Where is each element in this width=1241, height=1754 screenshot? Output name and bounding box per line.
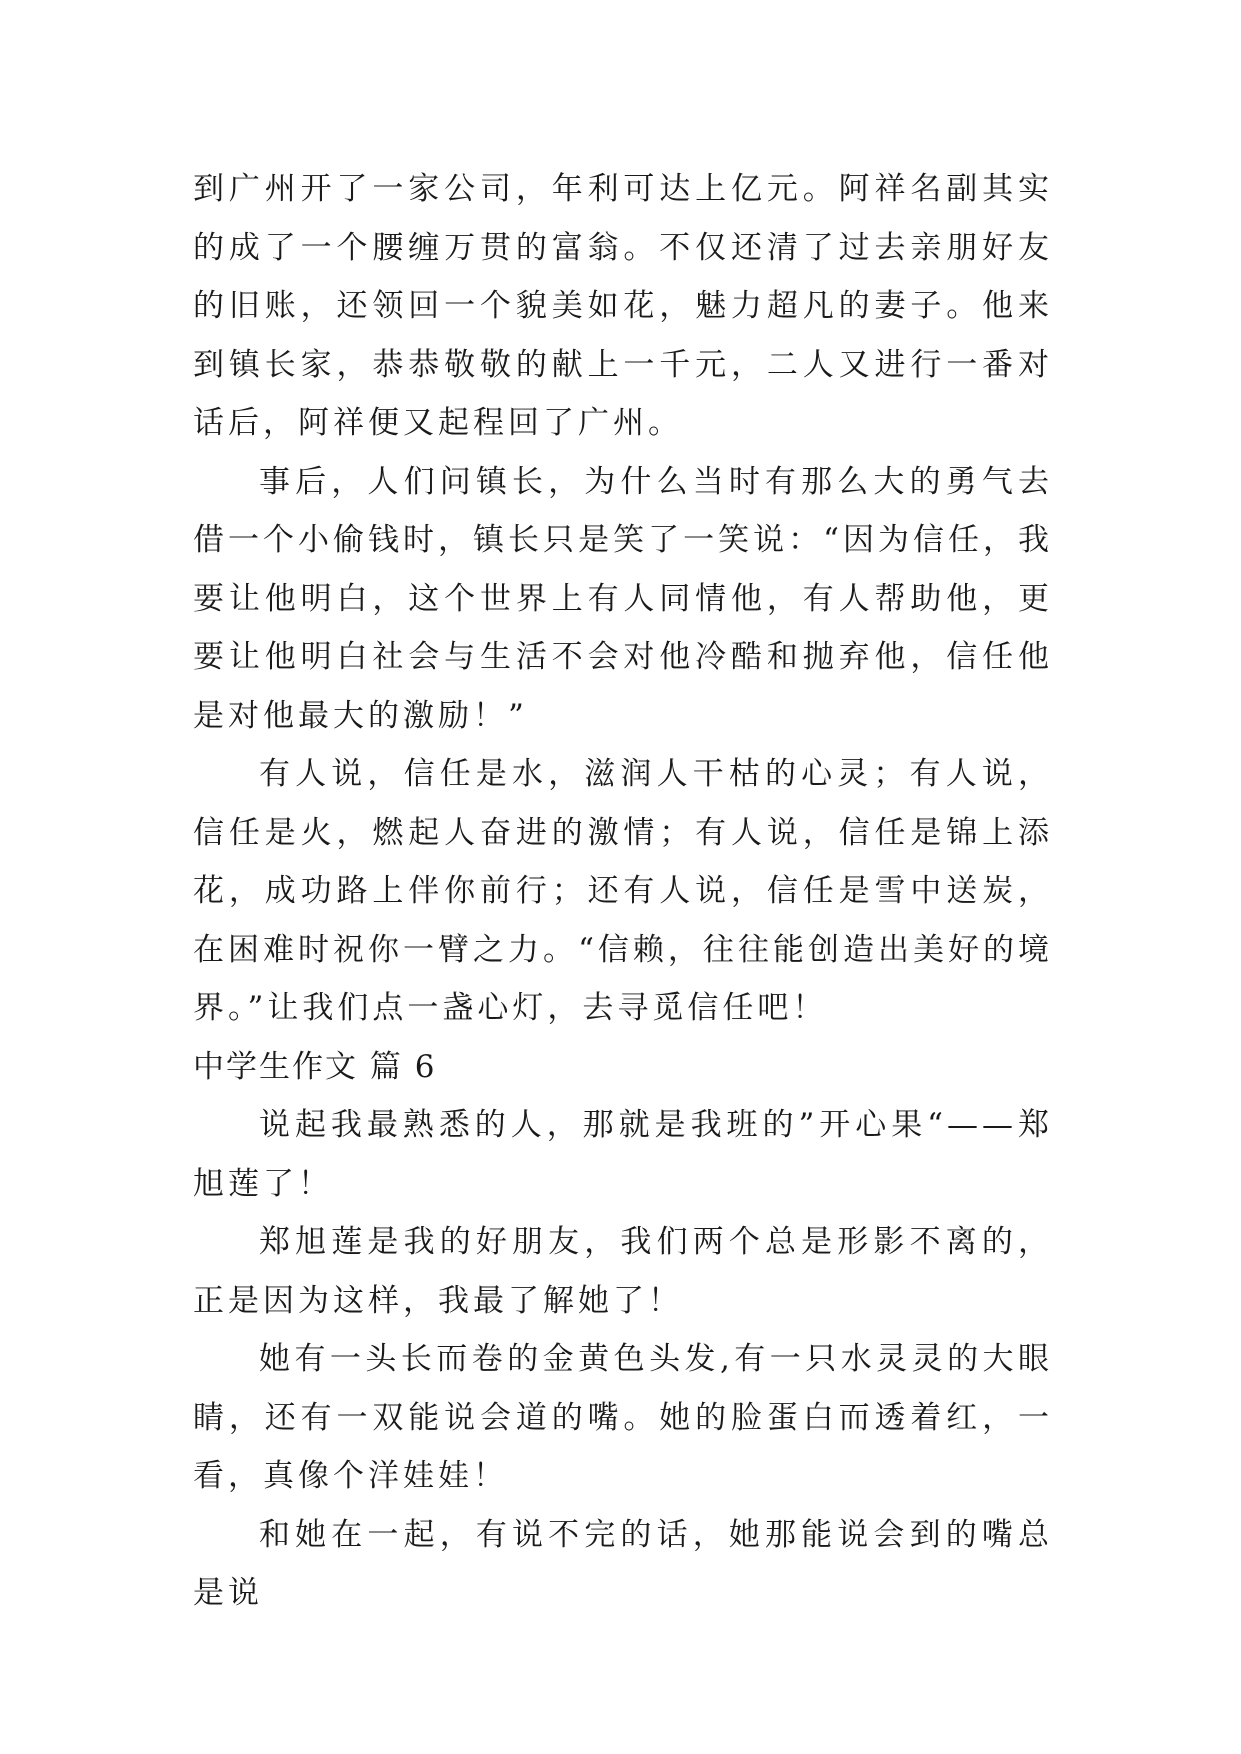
paragraph-best-friend: 郑旭莲是我的好朋友，我们两个总是形影不离的，正是因为这样，我最了解她了！ (193, 1224, 1053, 1319)
paragraph-mayor-trust: 事后，人们问镇长，为什么当时有那么大的勇气去借一个小偷钱时，镇长只是笑了一笑说：“因为信任，我要让他明白，这个世界上有人同情他，有人帮助他，更要让他明白社会与生活不会对他冷酷和抛弃他，信任他是对他最大的激励！” (193, 463, 1053, 734)
paragraph-intro-friend: 说起我最熟悉的人，那就是我班的”开心果“——郑旭莲了！ (193, 1107, 1053, 1202)
paragraph-appearance: 她有一头长而卷的金黄色头发,有一只水灵灵的大眼睛，还有一双能说会道的嘴。她的脸蛋白而透着红，一看，真像个洋娃娃！ (193, 1341, 1053, 1494)
section-heading: 中学生作文 篇 6 (193, 1048, 437, 1085)
paragraph-talkative: 和她在一起，有说不完的话，她那能说会到的嘴总是说 (193, 1516, 1053, 1611)
document-body (193, 160, 1053, 1623)
paragraph-trust-metaphors: 有人说，信任是水，滋润人干枯的心灵；有人说，信任是火，燃起人奋进的激情；有人说，信任是锦上添花，成功路上伴你前行；还有人说，信任是雪中送炭，在困难时祝你一臂之力。“信赖，往往能创造出美好的境界。”让我们点一盏心灯，去寻觅信任吧！ (193, 756, 1053, 1026)
paragraph-continued: 到广州开了一家公司，年利可达上亿元。阿祥名副其实的成了一个腰缠万贯的富翁。不仅还清了过去亲朋好友的旧账，还领回一个貌美如花，魅力超凡的妻子。他来到镇长家，恭恭敬敬的献上一千元，二人又进行一番对话后，阿祥便又起程回了广州。 (193, 171, 1053, 441)
